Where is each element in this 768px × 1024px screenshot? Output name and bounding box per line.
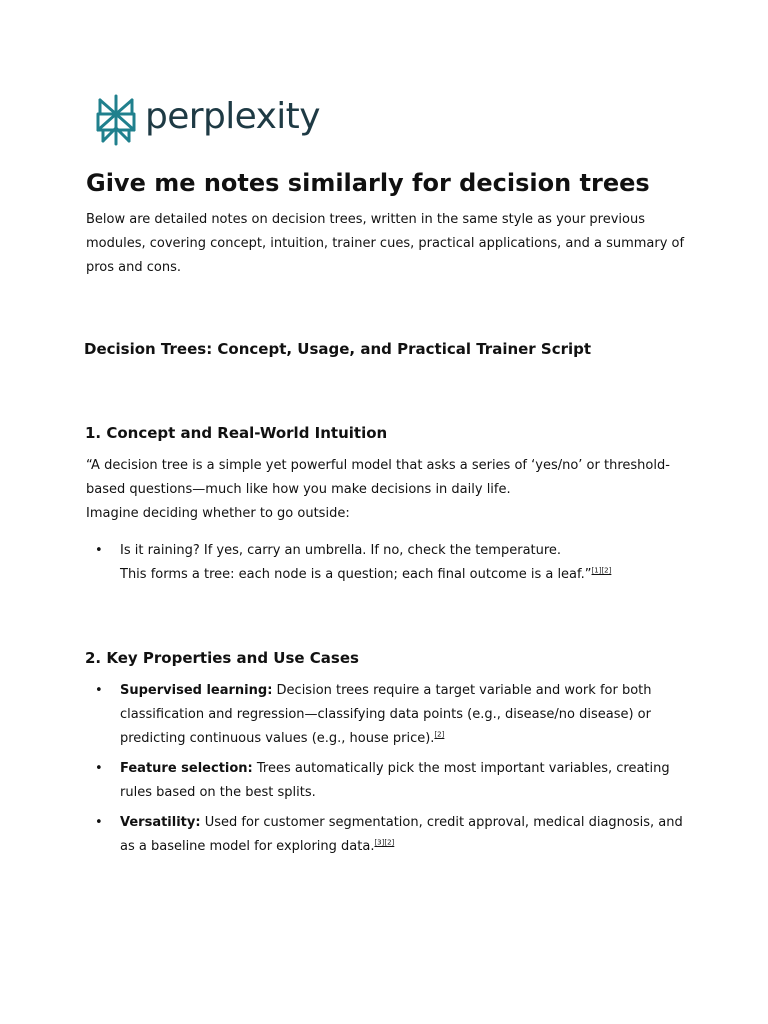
bullet-label: Feature selection: <box>120 761 253 776</box>
bullet-text: Trees automatically pick the most important variables, creating rules based on the best splits. <box>120 761 670 800</box>
bullet-label: Versatility: <box>120 815 201 830</box>
citation-link[interactable]: [1][2] <box>591 566 612 575</box>
section-1-bullet-list <box>86 539 686 593</box>
bullet-line-2-text: This forms a tree: each node is a question; each final outcome is a leaf.” <box>120 567 592 582</box>
bullet-dot: • <box>95 683 103 698</box>
bullet-dot: • <box>95 543 103 558</box>
bullet-line-1: Is it raining? If yes, carry an umbrella. If no, check the temperature. <box>120 543 562 558</box>
section-2-bullet-list <box>86 679 686 865</box>
section-title: Decision Trees: Concept, Usage, and Practical Trainer Script <box>84 340 592 358</box>
bullet-label: Supervised learning: <box>120 683 273 698</box>
brand-logo <box>95 94 320 146</box>
list-item <box>86 757 686 805</box>
citation-link[interactable]: [3][2] <box>374 838 395 847</box>
citation-link[interactable]: [2] <box>434 730 445 739</box>
list-item <box>86 811 686 859</box>
list-item <box>86 539 686 587</box>
section-1-heading: 1. Concept and Real-World Intuition <box>85 424 388 442</box>
intro-paragraph: Below are detailed notes on decision trees, written in the same style as your previous modules, covering concept, intuition, trainer cues, practical applications, and a summary of pros and cons. <box>86 212 685 275</box>
bullet-text: Used for customer segmentation, credit approval, medical diagnosis, and as a baseline model for exploring data. <box>120 815 683 854</box>
section-1-para-line-2: Imagine deciding whether to go outside: <box>86 506 350 521</box>
brand-wordmark: perplexity <box>145 96 320 137</box>
list-item <box>86 679 686 751</box>
perplexity-logo-icon <box>95 94 137 146</box>
section-2-heading: 2. Key Properties and Use Cases <box>85 649 359 667</box>
bullet-dot: • <box>95 761 103 776</box>
section-1-paragraph <box>86 454 691 526</box>
bullet-text: Decision trees require a target variable and work for both classification and regression—classifying data points (e.g., disease/no disease) or predicting continuous values (e.g., house price). <box>120 683 652 746</box>
page-title: Give me notes similarly for decision trees <box>86 169 650 197</box>
section-1-para-line-1: “A decision tree is a simple yet powerful model that asks a series of ‘yes/no’ or threshold-based questions—much like how you make decisions in daily life. <box>86 458 670 497</box>
bullet-line-2 <box>120 563 686 587</box>
bullet-dot: • <box>95 815 103 830</box>
